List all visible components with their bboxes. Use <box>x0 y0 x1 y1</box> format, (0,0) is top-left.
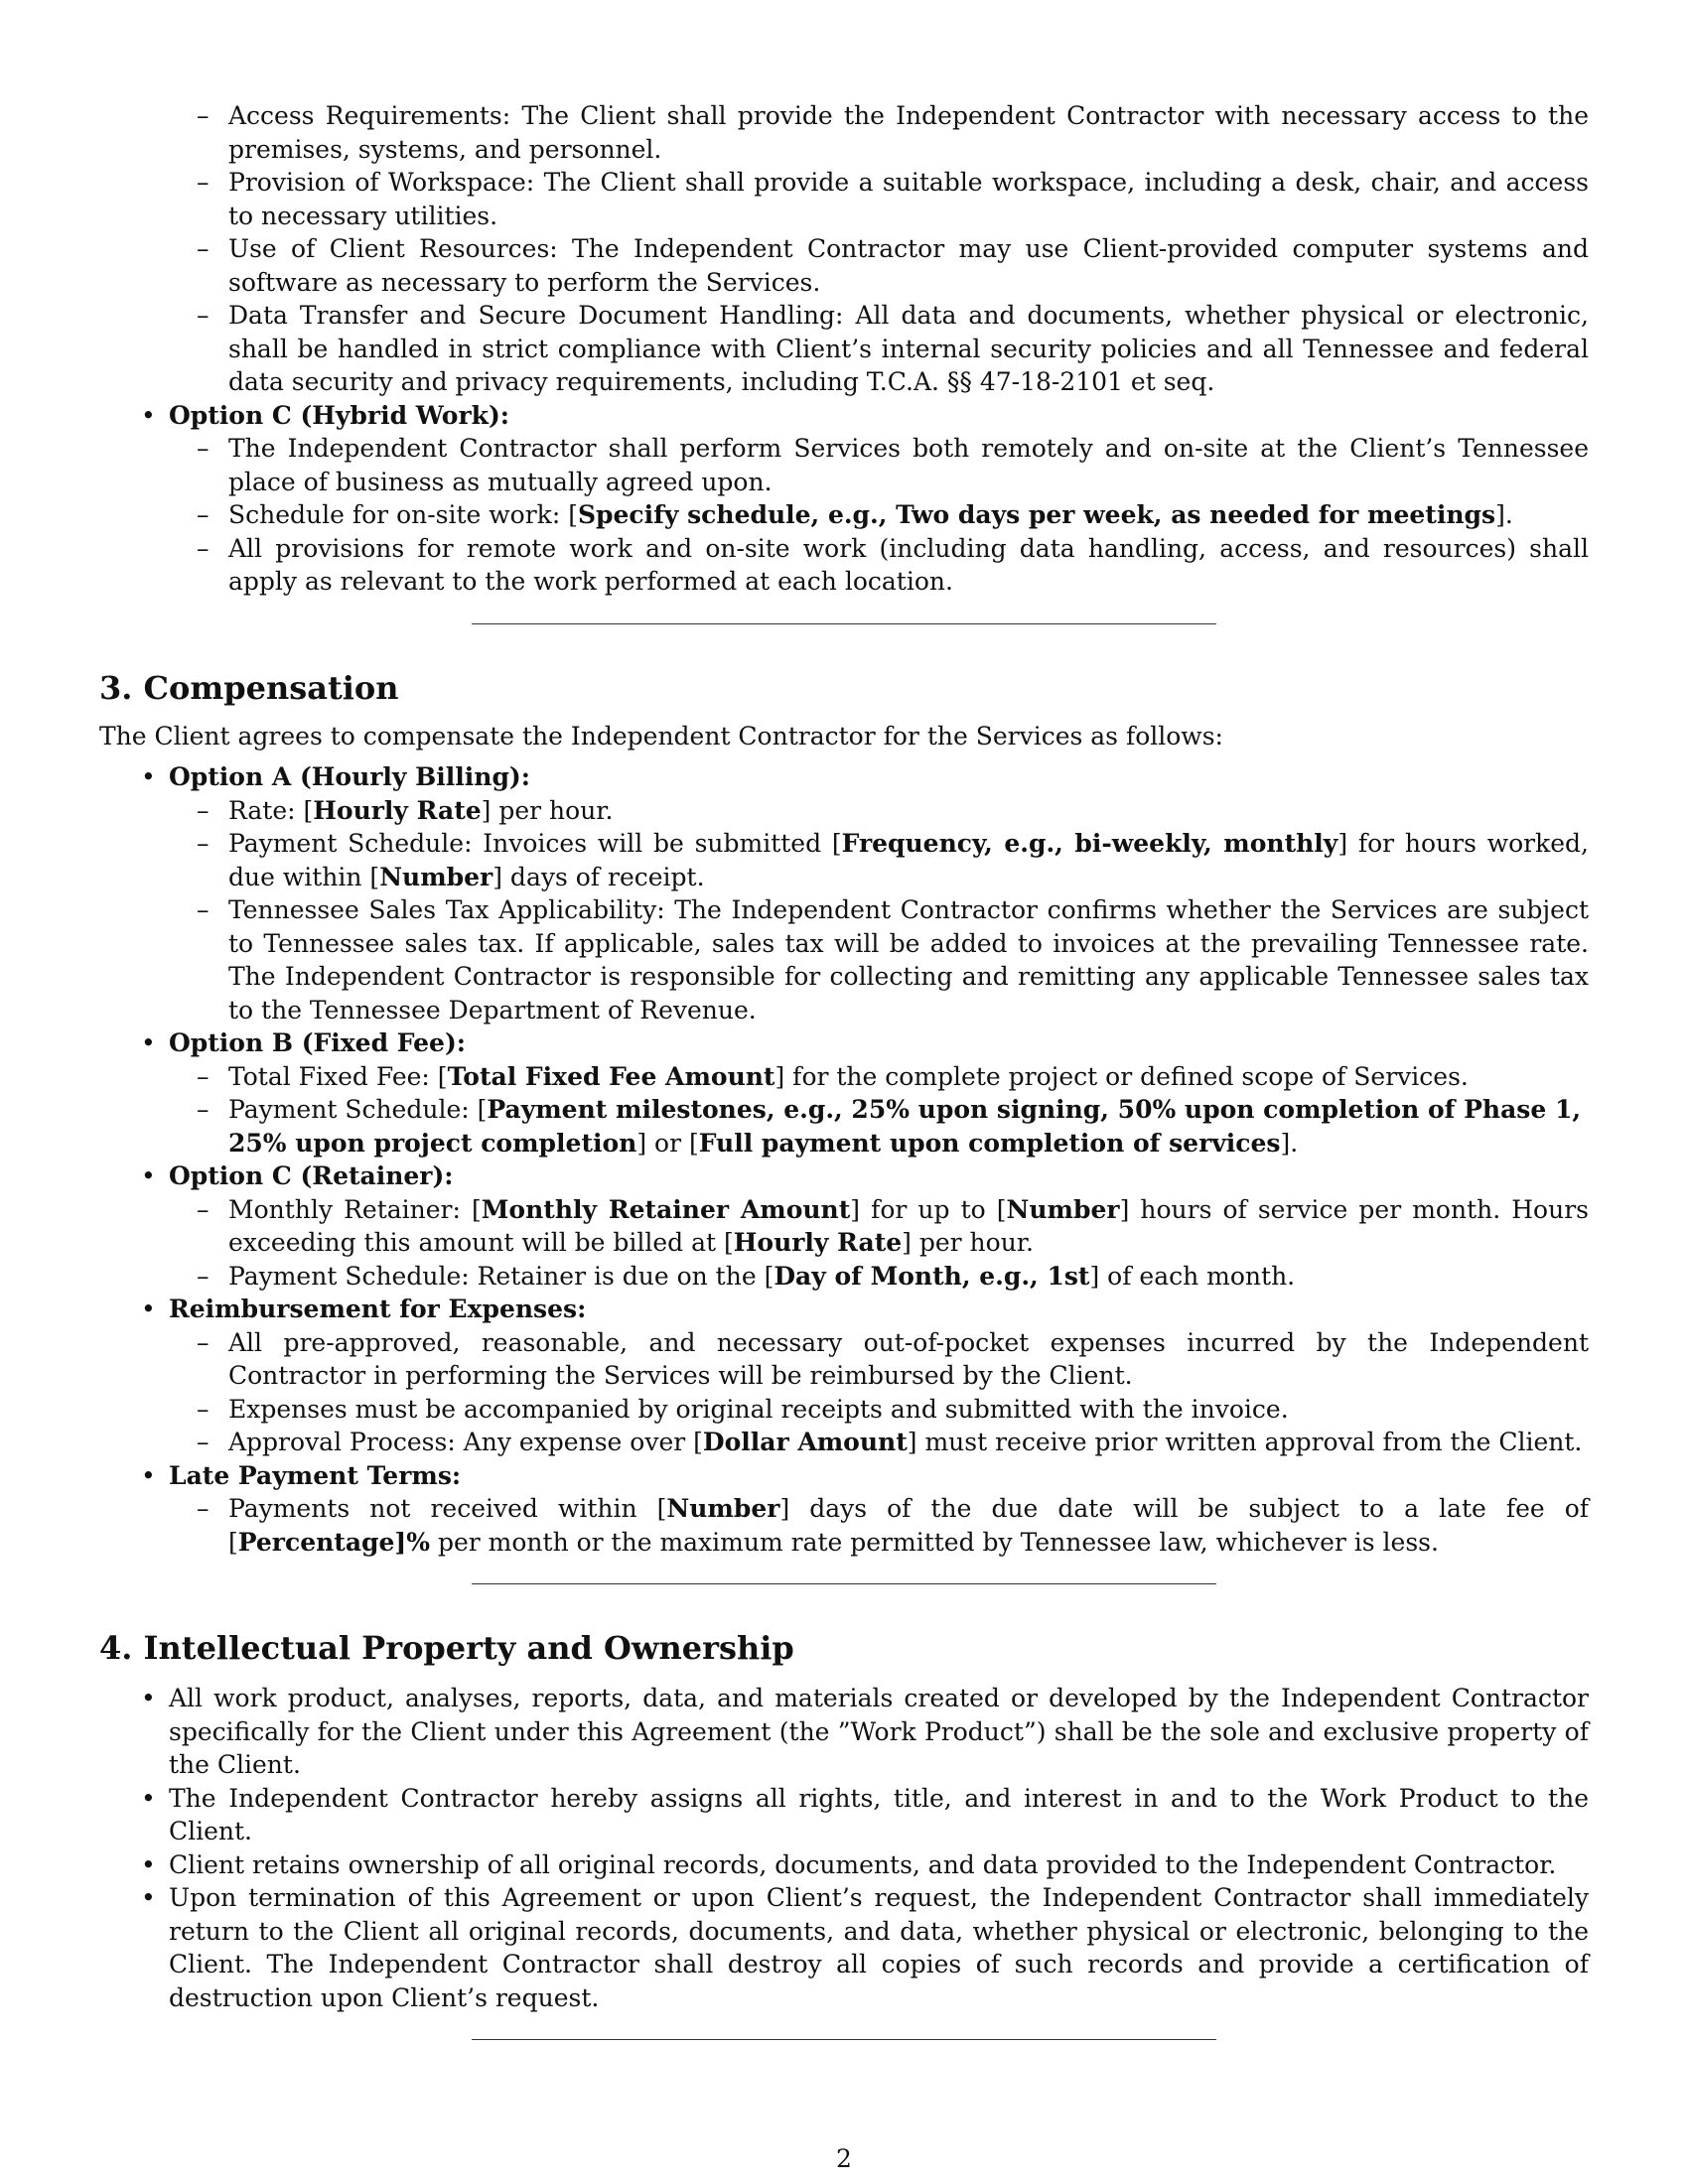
late-payment-terms: • Late Payment Terms: <box>99 1459 1589 1493</box>
option-a-hourly-billing: • Option A (Hourly Billing): <box>99 760 1589 794</box>
late-payment-list <box>99 1492 1589 1559</box>
bullet-icon: • <box>141 762 156 791</box>
list-item: • All work product, analyses, reports, data, and materials created or developed by the Independent Contractor specifically for the Client under this Agreement (the ”Work Product”) shall be the sole and exclusive property of the Client. <box>141 1684 1589 1779</box>
list-item: – Payment Schedule: [Payment milestones, e.g., 25% upon signing, 50% upon completion of Phase 1, 25% upon project completion] or [Full payment upon completion of services]. <box>197 1095 1582 1158</box>
section-heading-compensation: 3. Compensation <box>99 668 399 707</box>
section-divider <box>472 2039 1216 2040</box>
list-item: – All provisions for remote work and on-site work (including data handling, access, and resources) shall apply as relevant to the work performed at each location. <box>197 533 1589 596</box>
bullet-icon: • <box>141 1849 156 1879</box>
list-item: – Total Fixed Fee: [Total Fixed Fee Amount] for the complete project or defined scope of Services. <box>197 1061 1469 1091</box>
list-item: – Use of Client Resources: The Independent Contractor may use Client-provided computer systems and software as necessary to perform the Services. <box>197 234 1589 297</box>
onsite-work-list <box>99 99 1589 399</box>
compensation-options-list-c <box>99 1160 1589 1193</box>
hourly-billing-list <box>99 794 1589 1027</box>
reimbursement-section <box>99 1293 1589 1326</box>
option-title: Option C (Hybrid Work): <box>169 400 510 430</box>
reimbursement-list <box>99 1326 1589 1459</box>
bullet-icon: • <box>141 1684 156 1712</box>
compensation-options-list-b <box>99 1026 1589 1060</box>
work-options-list <box>99 399 1589 433</box>
retainer-list <box>99 1193 1589 1294</box>
bullet-icon: • <box>141 1883 156 1912</box>
option-b-fixed-fee: • Option B (Fixed Fee): <box>99 1026 1589 1060</box>
bullet-icon: • <box>141 1783 156 1813</box>
compensation-options-list <box>99 760 1589 794</box>
late-payment-section <box>99 1459 1589 1493</box>
section-heading-intellectual-property: 4. Intellectual Property and Ownership <box>99 1629 794 1667</box>
list-item: – Provision of Workspace: The Client shall provide a suitable workspace, including a desk, chair, and access to necessary utilities. <box>197 168 1589 230</box>
document-page <box>99 99 1589 2040</box>
hybrid-work-list <box>99 432 1589 599</box>
list-item: – Data Transfer and Secure Document Handling: All data and documents, whether physical or electronic, shall be handled in strict compliance with Client’s internal security policies and all Tennessee and federal data security and privacy requirements, including T.C.A. §§ 47-18-2101 et seq. <box>197 301 1589 396</box>
list-item: – Expenses must be accompanied by original receipts and submitted with the invoice. <box>197 1394 1289 1424</box>
list-item: – Monthly Retainer: [Monthly Retainer Amount] for up to [Number] hours of service per month. Hours exceeding this amount will be billed at [Hourly Rate] per hour. <box>197 1194 1589 1257</box>
bullet-icon: • <box>141 1460 156 1490</box>
list-item: – Approval Process: Any expense over [Dollar Amount] must receive prior written approval from the Client. <box>197 1428 1583 1456</box>
list-item: • Client retains ownership of all original records, documents, and data provided to the Independent Contractor. <box>99 1848 1589 1882</box>
list-item: – All pre-approved, reasonable, and necessary out-of-pocket expenses incurred by the Independent Contractor in performing the Services will be reimbursed by the Client. <box>197 1327 1589 1390</box>
list-item: • The Independent Contractor hereby assigns all rights, title, and interest in and to the Work Product to the Client. <box>141 1783 1589 1845</box>
list-item: – Payments not received within [Number] days of the due date will be subject to a late fee of [Percentage]% per month or the maximum rate permitted by Tennessee law, whichever is less. <box>197 1494 1590 1557</box>
list-item: – Access Requirements: The Client shall provide the Independent Contractor with necessary access to the premises, systems, and personnel. <box>197 101 1589 164</box>
fixed-fee-list <box>99 1060 1589 1160</box>
compensation-intro: The Client agrees to compensate the Independent Contractor for the Services as follows: <box>99 721 1223 751</box>
ip-list <box>99 1682 1589 2014</box>
list-item: – Tennessee Sales Tax Applicability: The Independent Contractor confirms whether the Services are subject to Tennessee sales tax. If applicable, sales tax will be added to invoices at the prevailing Tennessee rate. The Independent Contractor is responsible for collecting and remitting any applicable Tennessee sales tax to the Tennessee Department of Revenue. <box>197 895 1589 1024</box>
list-item: – The Independent Contractor shall perform Services both remotely and on-site at the Client’s Tennessee place of business as mutually agreed upon. <box>197 434 1589 496</box>
bullet-icon: • <box>141 1161 156 1190</box>
list-item: – Payment Schedule: Retainer is due on the [Day of Month, e.g., 1st] of each month. <box>197 1261 1296 1291</box>
page-number: 2 <box>836 2144 852 2173</box>
option-c-retainer: • Option C (Retainer): <box>99 1160 1589 1193</box>
list-item: • Upon termination of this Agreement or upon Client’s request, the Independent Contractor shall immediately return to the Client all original records, documents, and data, whether physical or electronic, belonging to the Client. The Independent Contractor shall destroy all copies of such records and provide a certification of destruction upon Client’s request. <box>141 1883 1589 2012</box>
list-item: – Payment Schedule: Invoices will be submitted [Frequency, e.g., bi-weekly, monthly] for hours worked, due within [Number] days of receipt. <box>197 829 1590 891</box>
reimbursement-for-expenses: • Reimbursement for Expenses: <box>99 1293 1589 1326</box>
list-item: – Rate: [Hourly Rate] per hour. <box>197 795 614 825</box>
bullet-icon: • <box>141 400 156 430</box>
bullet-icon: • <box>141 1028 156 1057</box>
list-item: – Schedule for on-site work: [Specify schedule, e.g., Two days per week, as needed for meetings]. <box>197 500 1513 529</box>
option-c-hybrid-work <box>99 399 1589 433</box>
bullet-icon: • <box>141 1295 156 1323</box>
